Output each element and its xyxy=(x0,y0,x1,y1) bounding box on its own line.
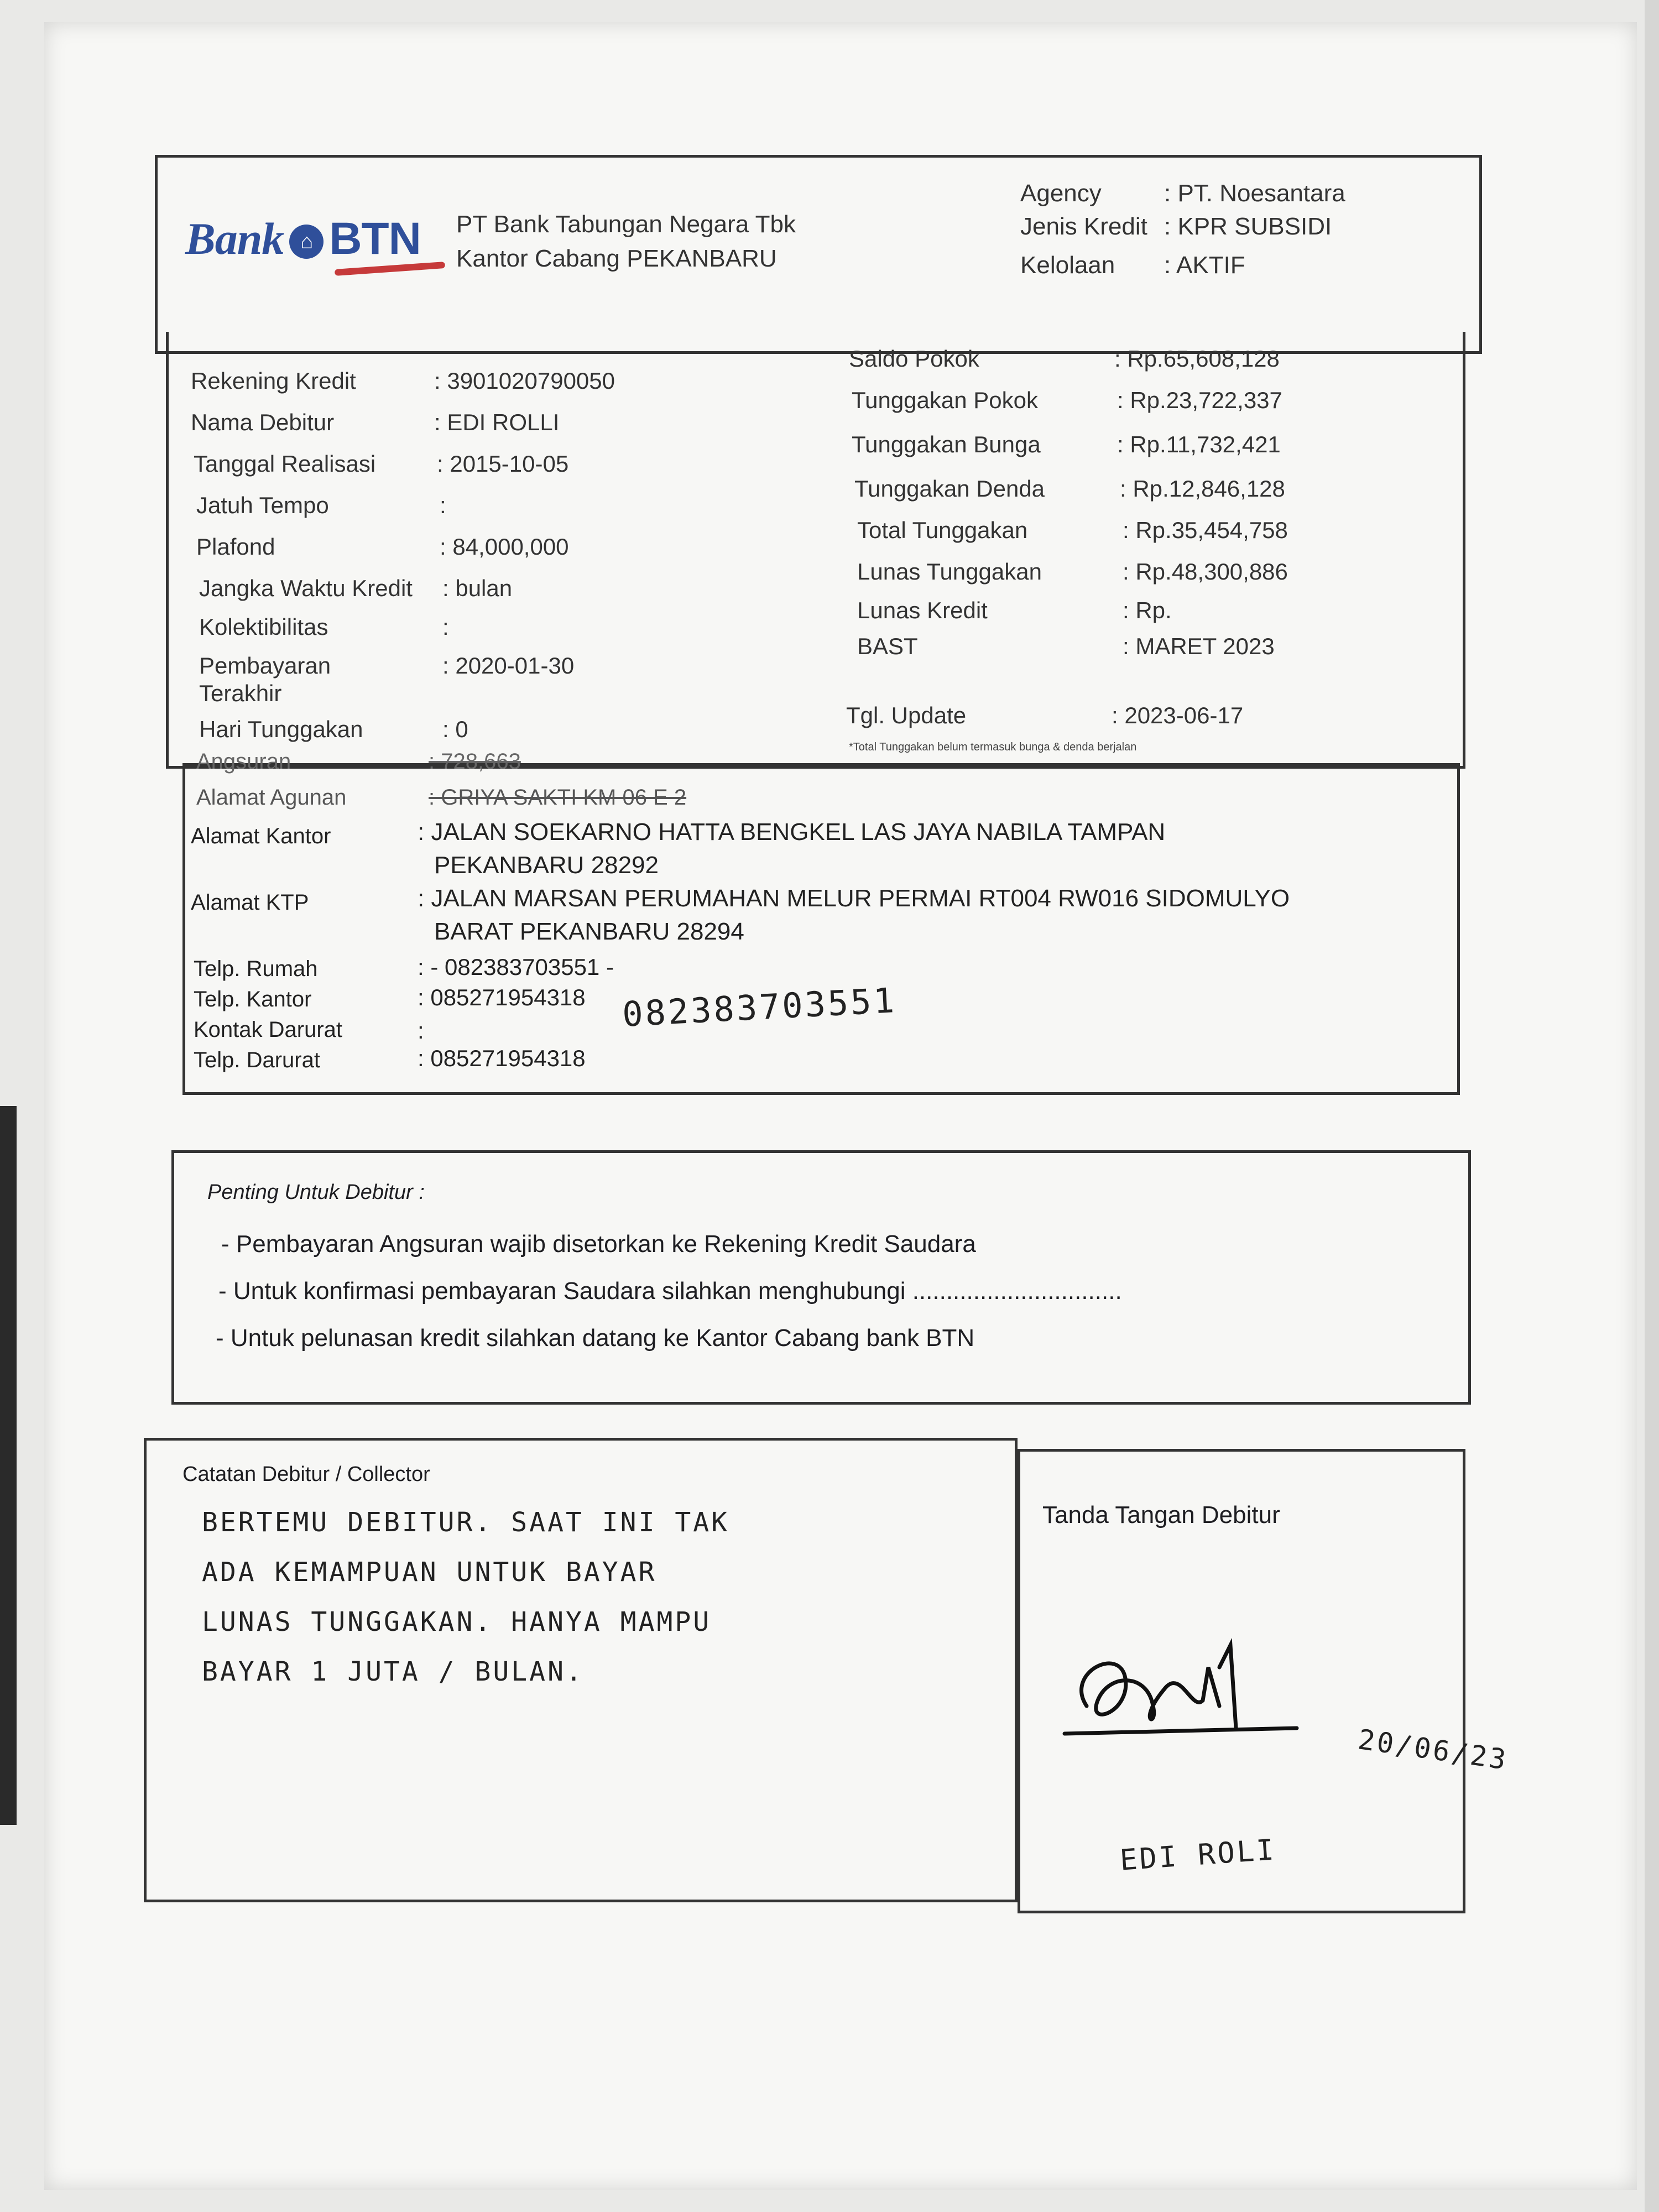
telp-kantor-value: : 085271954318 xyxy=(418,984,586,1010)
field-rekening xyxy=(191,368,615,394)
building-icon: ⌂ xyxy=(289,225,324,259)
handwritten-date: 20/06/23 xyxy=(1356,1723,1510,1776)
address-box xyxy=(182,749,1460,1095)
alamat-kantor-label: Alamat Kantor xyxy=(191,824,331,848)
field-pembayaran xyxy=(199,653,574,679)
important-item-1: - Pembayaran Angsuran wajib disetorkan ke Rekening Kredit Saudara xyxy=(221,1230,976,1258)
field-label: Tunggakan Denda xyxy=(854,476,1045,502)
background-edge xyxy=(0,1106,17,1825)
field-label: Tunggakan Bunga xyxy=(852,431,1041,457)
field-saldo-pokok xyxy=(849,346,1280,372)
logo-btn-text: BTN xyxy=(329,213,421,264)
field-value: : Rp.11,732,421 xyxy=(1117,431,1281,457)
field-label: Rekening Kredit xyxy=(191,368,356,394)
alamat-ktp-line2: BARAT PEKANBARU 28294 xyxy=(434,918,744,945)
telp-kantor-label: Telp. Kantor xyxy=(194,987,312,1011)
debtor-signature xyxy=(1053,1579,1308,1778)
field-jangka-waktu xyxy=(199,575,512,602)
field-value: : Rp.48,300,886 xyxy=(1123,559,1288,585)
alamat-kantor-line1: : JALAN SOEKARNO HATTA BENGKEL LAS JAYA NABILA TAMPAN xyxy=(418,818,1166,846)
field-label: Total Tunggakan xyxy=(857,517,1028,543)
field-tunggakan-denda xyxy=(854,476,1285,502)
agunan-label: Alamat Agunan xyxy=(196,785,347,810)
field-lunas-tunggakan xyxy=(857,559,1288,585)
signature-box xyxy=(1018,1449,1510,1913)
bank-name-line2: Kantor Cabang PEKANBARU xyxy=(456,245,777,272)
alamat-kantor-line2: PEKANBARU 28292 xyxy=(434,852,659,879)
field-label: Saldo Pokok xyxy=(849,346,979,372)
field-label: BAST xyxy=(857,633,918,659)
field-label: Lunas Tunggakan xyxy=(857,559,1042,585)
jenis-kredit-label: Jenis Kredit xyxy=(1020,213,1147,240)
field-label: Plafond xyxy=(196,534,275,560)
angsuran-value: : 728,663 xyxy=(429,749,521,774)
background-edge-right xyxy=(1645,0,1659,2212)
field-value: : Rp. xyxy=(1123,597,1172,623)
field-value: : MARET 2023 xyxy=(1123,633,1275,659)
field-label: Terakhir xyxy=(199,680,282,706)
field-value: : xyxy=(442,614,449,640)
jenis-kredit-row xyxy=(1020,213,1332,241)
header-box xyxy=(155,155,1482,354)
handwritten-name: EDI ROLI xyxy=(1119,1833,1277,1877)
kelolaan-label: Kelolaan xyxy=(1020,252,1115,279)
field-label: Tunggakan Pokok xyxy=(852,387,1039,413)
field-bast xyxy=(857,633,1275,660)
field-value: : EDI ROLLI xyxy=(434,409,560,435)
field-hari-tunggakan xyxy=(199,716,468,743)
field-tgl-update xyxy=(846,702,1243,729)
field-value: : xyxy=(440,492,446,518)
field-tunggakan-bunga xyxy=(852,431,1281,458)
field-label: Jangka Waktu Kredit xyxy=(199,575,413,601)
footnote: *Total Tunggakan belum termasuk bunga & denda berjalan xyxy=(849,741,1137,753)
field-kolektibilitas xyxy=(199,614,449,640)
alamat-ktp-line1: : JALAN MARSAN PERUMAHAN MELUR PERMAI RT004 RW016 SIDOMULYO xyxy=(418,885,1290,912)
field-nama xyxy=(191,409,559,436)
handwritten-note-line3: LUNAS TUNGGAKAN. HANYA MAMPU xyxy=(202,1606,712,1637)
agunan-value: : GRIYA SAKTI KM 06 E 2 xyxy=(429,785,687,810)
handwritten-note-line2: ADA KEMAMPUAN UNTUK BAYAR xyxy=(202,1557,657,1588)
kelolaan-row xyxy=(1020,252,1245,279)
field-label: Lunas Kredit xyxy=(857,597,988,623)
field-lunas-kredit xyxy=(857,597,1172,624)
field-total-tunggakan xyxy=(857,517,1288,544)
handwritten-note-line1: BERTEMU DEBITUR. SAAT INI TAK xyxy=(202,1507,730,1538)
field-label: Kolektibilitas xyxy=(199,614,328,640)
telp-darurat-value: : 085271954318 xyxy=(418,1045,586,1071)
alamat-ktp-label: Alamat KTP xyxy=(191,890,309,915)
field-tanggal xyxy=(194,451,568,477)
field-value: : 2015-10-05 xyxy=(437,451,569,477)
kontak-darurat-label: Kontak Darurat xyxy=(194,1018,343,1042)
agency-label: Agency xyxy=(1020,180,1102,207)
field-value: : 84,000,000 xyxy=(440,534,569,560)
agency-value: : PT. Noesantara xyxy=(1164,180,1345,207)
angsuran-row xyxy=(196,749,521,774)
field-label: Nama Debitur xyxy=(191,409,335,435)
bank-logo xyxy=(185,213,421,265)
kontak-darurat-value: : xyxy=(418,1018,424,1044)
telp-rumah-label: Telp. Rumah xyxy=(194,957,318,981)
notes-title: Catatan Debitur / Collector xyxy=(182,1463,430,1486)
field-value: : 3901020790050 xyxy=(434,368,615,394)
credit-info-box xyxy=(166,332,1465,769)
field-value: : Rp.12,846,128 xyxy=(1120,476,1285,502)
bank-name xyxy=(456,207,796,276)
important-item-2: - Untuk konfirmasi pembayaran Saudara silahkan menghubungi ............................... xyxy=(218,1277,1122,1305)
kelolaan-value: : AKTIF xyxy=(1164,252,1245,279)
field-value: : 2020-01-30 xyxy=(442,653,575,679)
bank-name-line1: PT Bank Tabungan Negara Tbk xyxy=(456,211,796,238)
field-label: Pembayaran xyxy=(199,653,331,679)
angsuran-label: Angsuran xyxy=(196,749,291,774)
field-label: Tgl. Update xyxy=(846,702,967,728)
field-value: : Rp.35,454,758 xyxy=(1123,517,1288,543)
notes-box xyxy=(144,1438,1018,1902)
telp-darurat-label: Telp. Darurat xyxy=(194,1048,320,1072)
handwritten-phone: 082383703551 xyxy=(621,980,898,1035)
telp-rumah-value: : - 082383703551 - xyxy=(418,954,614,980)
agency-row xyxy=(1020,180,1345,207)
important-box xyxy=(171,1150,1471,1405)
field-label: Tanggal Realisasi xyxy=(194,451,376,477)
field-value: : bulan xyxy=(442,575,513,601)
field-label: Jatuh Tempo xyxy=(196,492,329,518)
important-title: Penting Untuk Debitur : xyxy=(207,1181,425,1204)
handwritten-note-line4: BAYAR 1 JUTA / BULAN. xyxy=(202,1656,584,1687)
jenis-kredit-value: : KPR SUBSIDI xyxy=(1164,213,1332,240)
field-terakhir xyxy=(199,680,442,707)
field-value: : 2023-06-17 xyxy=(1112,702,1244,728)
logo-bank-text: Bank xyxy=(185,213,284,264)
field-value: : Rp.65,608,128 xyxy=(1114,346,1280,372)
field-tunggakan-pokok xyxy=(852,387,1282,414)
field-jatuh-tempo xyxy=(196,492,446,519)
important-item-3: - Untuk pelunasan kredit silahkan datang ke Kantor Cabang bank BTN xyxy=(216,1324,975,1352)
agunan-row xyxy=(196,785,686,810)
field-value: : Rp.23,722,337 xyxy=(1117,387,1282,413)
field-label: Hari Tunggakan xyxy=(199,716,363,742)
field-value: : 0 xyxy=(442,716,468,742)
field-plafond xyxy=(196,534,569,560)
signature-title: Tanda Tangan Debitur xyxy=(1042,1501,1280,1528)
